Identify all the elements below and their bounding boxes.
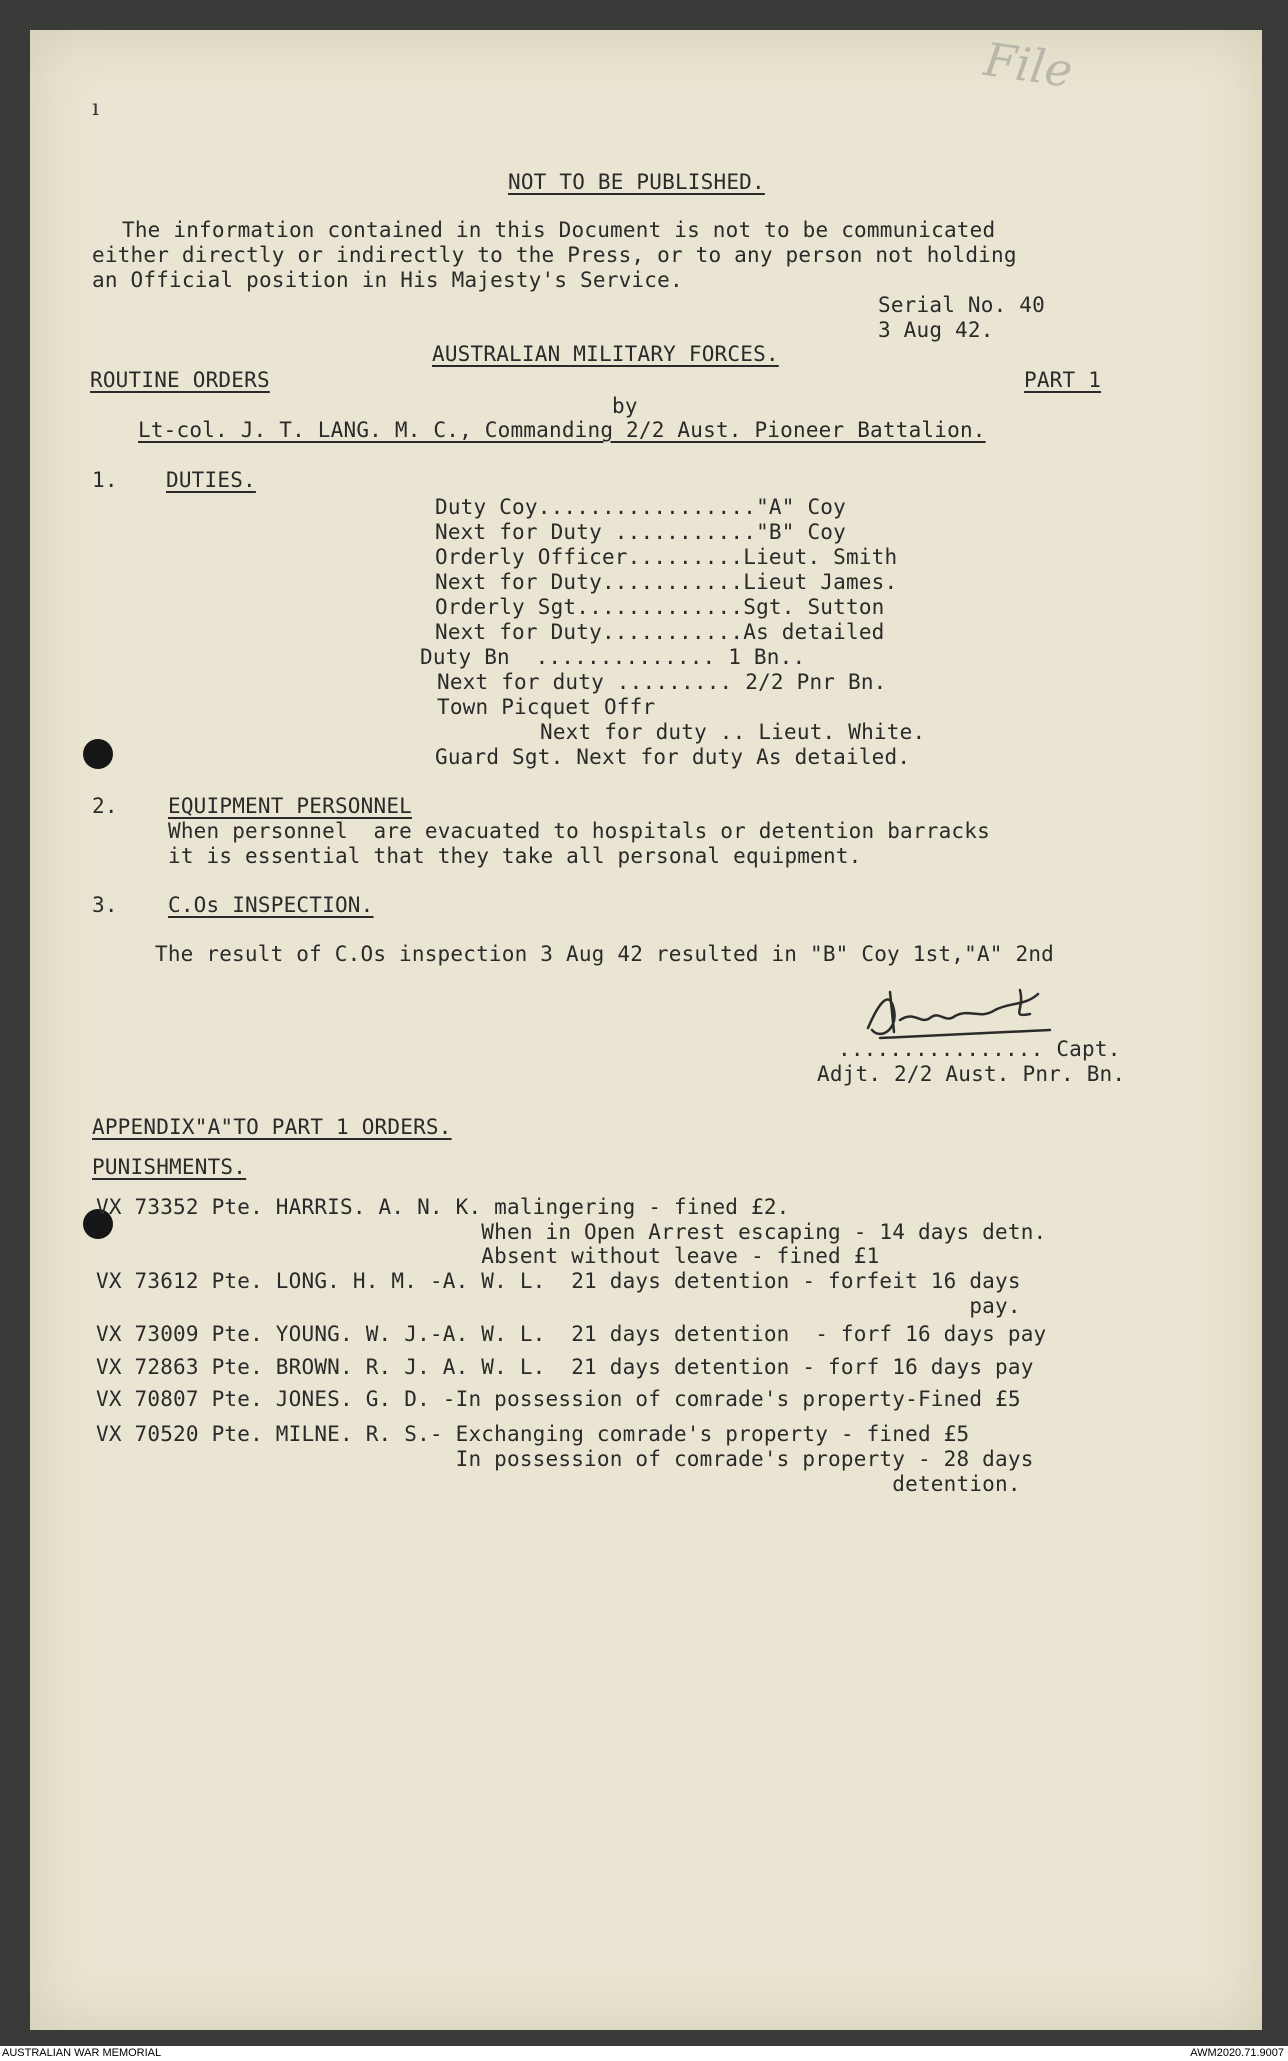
routine-orders-label: ROUTINE ORDERS	[90, 368, 270, 392]
punishments-heading: PUNISHMENTS.	[92, 1155, 247, 1179]
section-title-duties: DUTIES.	[166, 468, 256, 492]
part-label: PART 1	[1024, 368, 1102, 392]
duty-line: Town Picquet Offr	[437, 695, 656, 719]
section-number: 2.	[92, 794, 118, 818]
archive-id: AWM2020.71.9007	[1190, 2047, 1284, 2059]
margin-mark: ı	[92, 96, 100, 121]
punishment-line: Absent without leave - fined £1	[96, 1244, 880, 1268]
notice-line: The information contained in this Document is not to be communicated	[122, 218, 996, 242]
section-number: 1.	[92, 468, 118, 492]
duty-line: Next for duty .. Lieut. White.	[540, 720, 926, 744]
section-number: 3.	[92, 893, 118, 917]
serial-number: Serial No. 40	[878, 293, 1045, 317]
duty-line: Orderly Sgt.............Sgt. Sutton	[435, 595, 885, 619]
by-line: by	[612, 394, 638, 418]
punishment-line: VX 72863 Pte. BROWN. R. J. A. W. L. 21 days detention - forf 16 days pay	[96, 1355, 1034, 1379]
punch-hole	[83, 739, 113, 769]
signatory-title: Adjt. 2/2 Aust. Pnr. Bn.	[817, 1062, 1126, 1086]
punishment-line: detention.	[96, 1472, 1021, 1496]
duty-line: Duty Bn .............. 1 Bn..	[420, 645, 806, 669]
duty-line: Next for Duty...........As detailed	[435, 620, 885, 644]
punishment-line: VX 73352 Pte. HARRIS. A. N. K. malingering - fined £2.	[96, 1195, 790, 1219]
equipment-line: When personnel are evacuated to hospitals or detention barracks	[168, 819, 990, 843]
handwritten-file-note: File	[980, 32, 1076, 98]
restriction-heading: NOT TO BE PUBLISHED.	[508, 170, 765, 194]
notice-line: an Official position in His Majesty's Service.	[92, 268, 683, 292]
archive-footer	[0, 2046, 1288, 2061]
duty-line: Duty Coy................."A" Coy	[435, 495, 846, 519]
notice-line: either directly or indirectly to the Press, or to any person not holding	[92, 243, 1017, 267]
punishment-line: VX 70807 Pte. JONES. G. D. -In possession of comrade's property-Fined £5	[96, 1387, 1021, 1411]
punishment-line: In possession of comrade's property - 28 days	[96, 1447, 1034, 1471]
force-heading: AUSTRALIAN MILITARY FORCES.	[432, 342, 779, 366]
duty-line: Next for duty ......... 2/2 Pnr Bn.	[437, 670, 887, 694]
section-title-equipment: EQUIPMENT PERSONNEL	[168, 794, 413, 818]
punishment-line: VX 73009 Pte. YOUNG. W. J.-A. W. L. 21 days detention - forf 16 days pay	[96, 1322, 1047, 1346]
order-date: 3 Aug 42.	[878, 318, 994, 342]
inspection-result: The result of C.Os inspection 3 Aug 42 resulted in "B" Coy 1st,"A" 2nd	[155, 942, 1055, 966]
punishment-line: When in Open Arrest escaping - 14 days detn.	[96, 1220, 1047, 1244]
punishment-line: VX 73612 Pte. LONG. H. M. -A. W. L. 21 days detention - forfeit 16 days	[96, 1269, 1021, 1293]
archive-name: AUSTRALIAN WAR MEMORIAL	[2, 2047, 162, 2059]
punishment-line: VX 70520 Pte. MILNE. R. S.- Exchanging comrade's property - fined £5	[96, 1422, 970, 1446]
duty-line: Next for Duty...........Lieut James.	[435, 570, 898, 594]
commander-line: Lt-col. J. T. LANG. M. C., Commanding 2/2 Aust. Pioneer Battalion.	[138, 418, 986, 442]
duty-line: Next for Duty ..........."B" Coy	[435, 520, 846, 544]
signatory-rank: ................ Capt.	[838, 1037, 1121, 1061]
appendix-title: APPENDIX"A"TO PART 1 ORDERS.	[92, 1115, 452, 1139]
duty-line: Orderly Officer.........Lieut. Smith	[435, 545, 898, 569]
section-title-inspection: C.Os INSPECTION.	[168, 893, 374, 917]
equipment-line: it is essential that they take all personal equipment.	[168, 844, 862, 868]
duty-line: Guard Sgt. Next for duty As detailed.	[435, 745, 911, 769]
punishment-line: pay.	[96, 1294, 1021, 1318]
